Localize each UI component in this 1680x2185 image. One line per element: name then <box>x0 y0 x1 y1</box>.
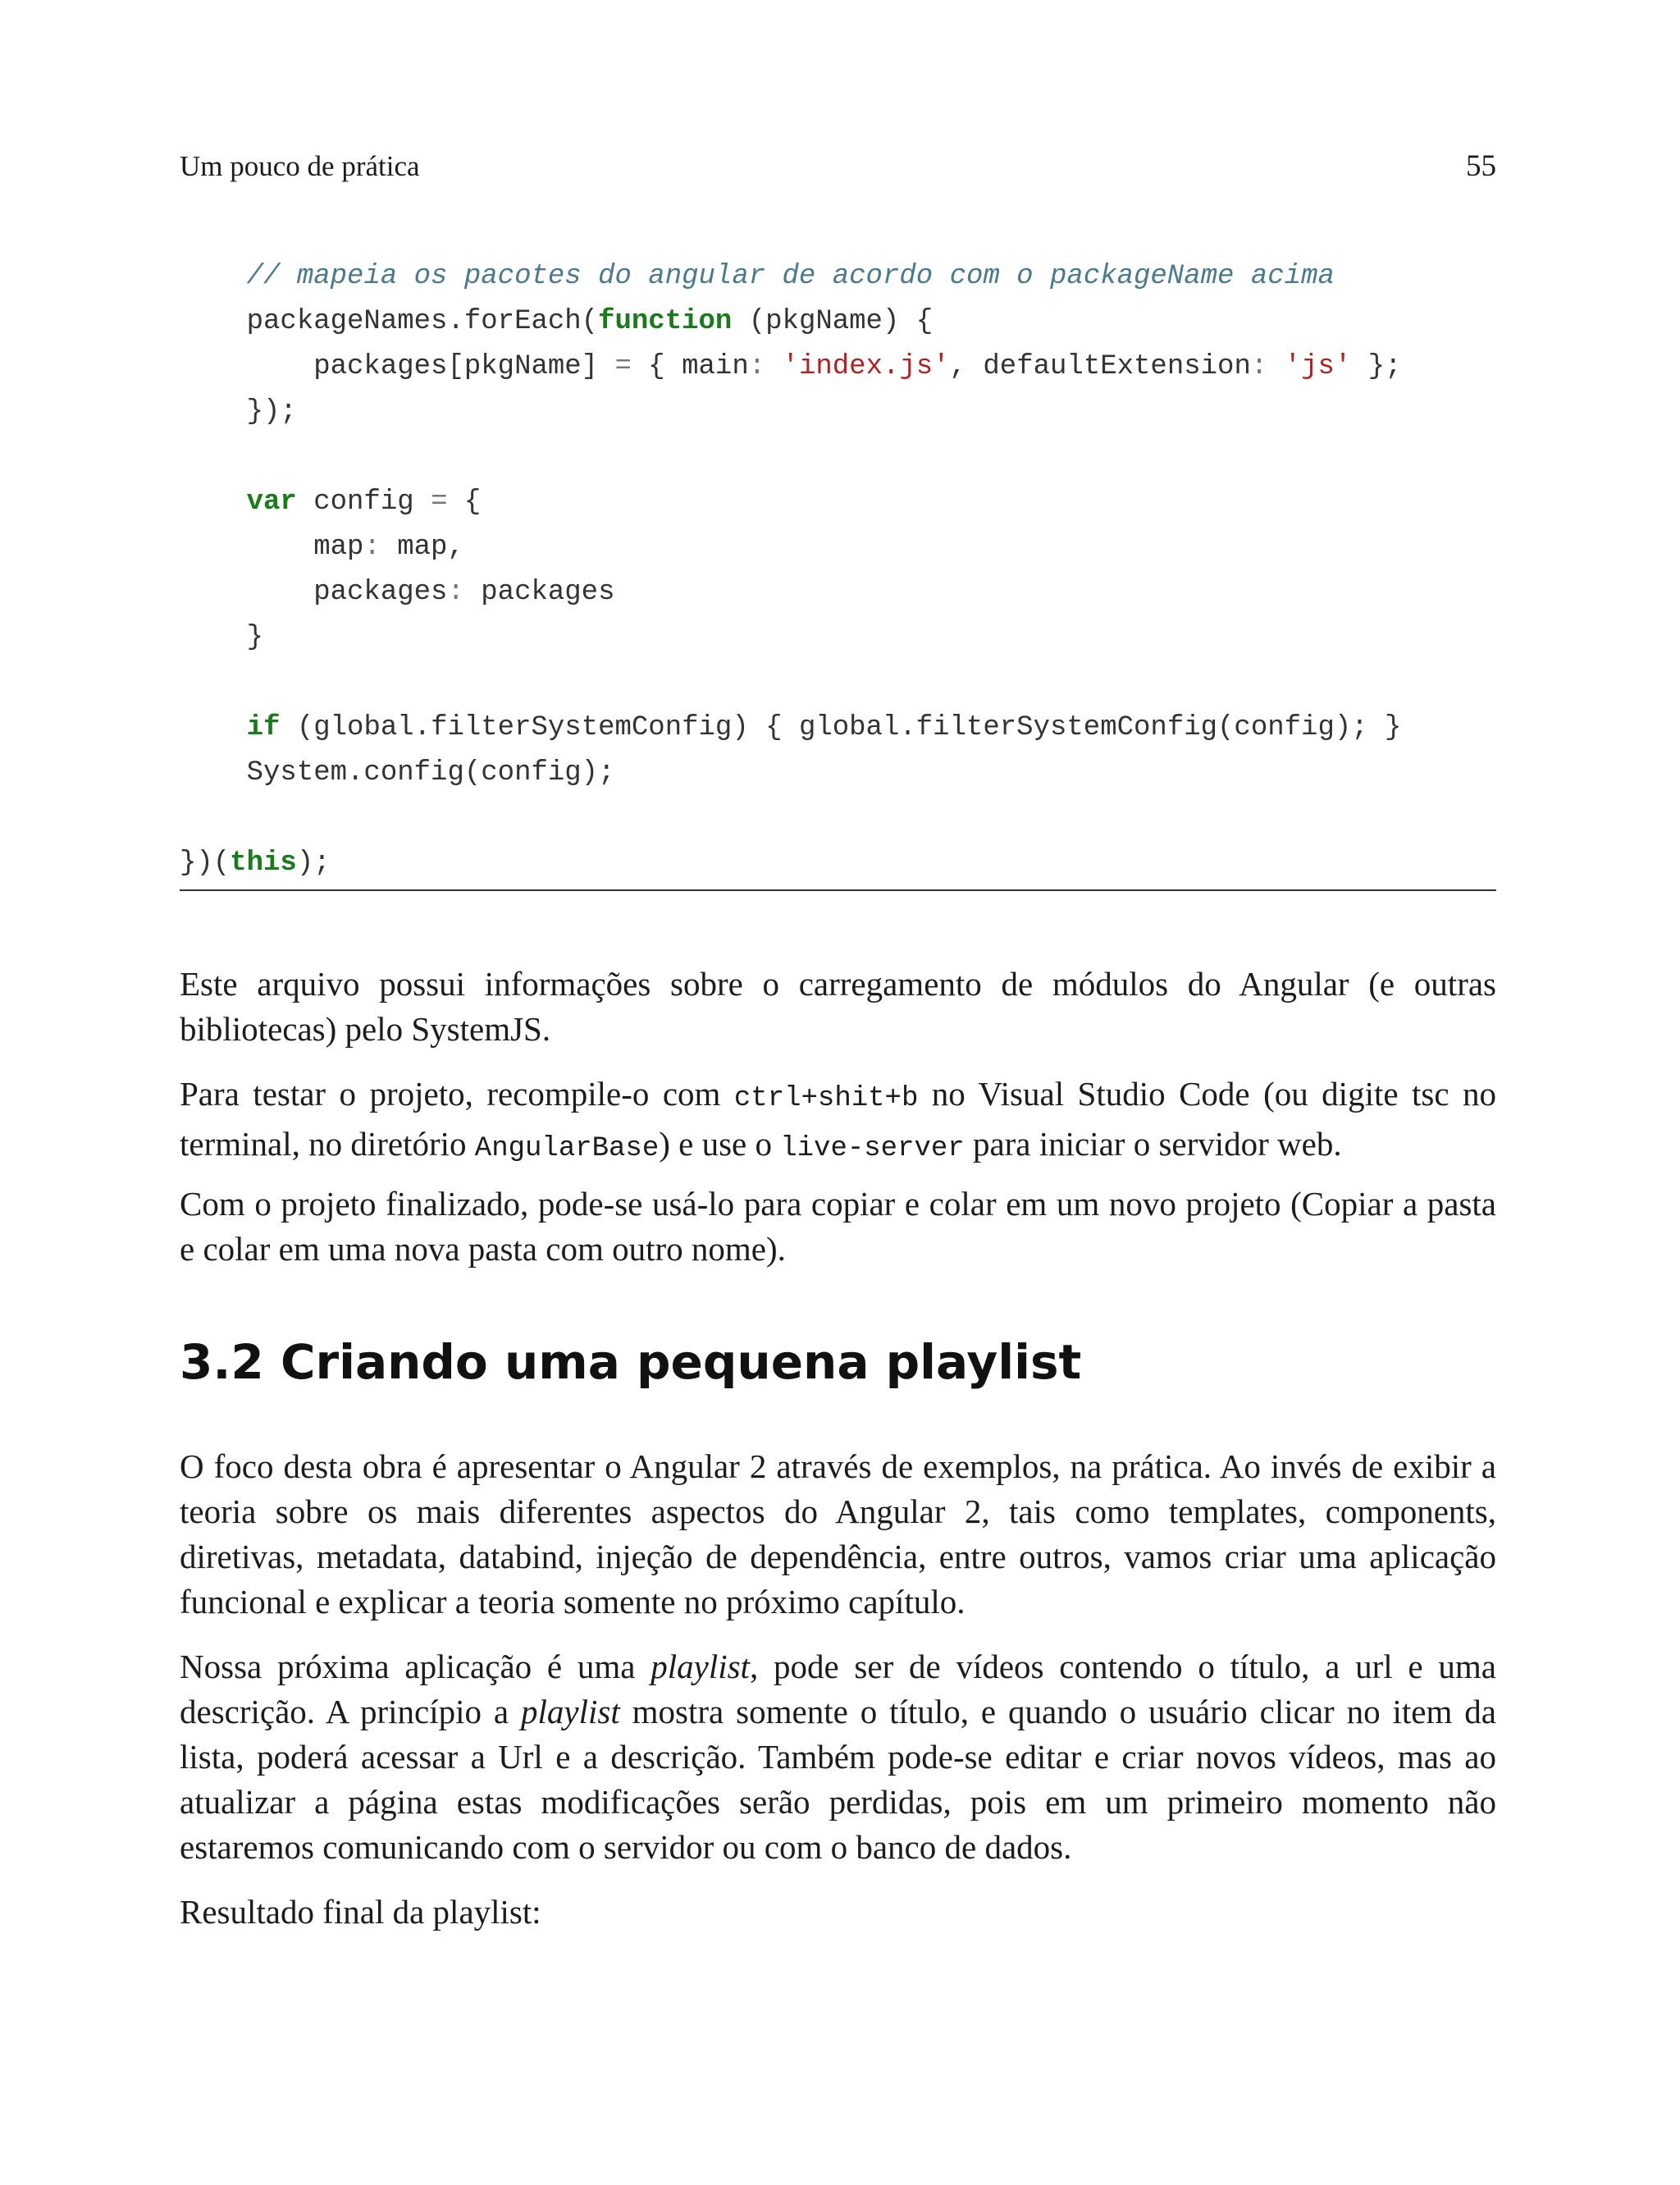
code-token-kw: var <box>246 487 297 518</box>
chapter-title: Um pouco de prática <box>180 150 420 182</box>
paragraph-text: no Visual Studio Code (ou digite tsc no terminal, no diretório <box>180 1075 1496 1163</box>
code-token: map <box>180 532 364 563</box>
code-token: ); <box>296 848 331 879</box>
code-token: } <box>180 622 264 653</box>
paragraph-text: ) e use o <box>659 1125 781 1163</box>
inline-code-shortcut: ctrl+shit+b <box>733 1083 919 1114</box>
inline-code-live-server: live-server <box>780 1133 965 1164</box>
code-line <box>180 661 1496 706</box>
code-token: packages[pkgName] <box>180 351 615 382</box>
paragraph-playlist-description <box>180 1644 1496 1870</box>
code-line <box>180 570 1496 615</box>
paragraph-text: para iniciar o servidor web. <box>964 1125 1342 1163</box>
code-token: (pkgName) { <box>732 306 934 337</box>
code-token: map, <box>380 532 464 563</box>
inline-code-directory: AngularBase <box>474 1133 660 1164</box>
code-token-comment: // mapeia os pacotes do angular de acordo com o packageName acima <box>246 261 1335 292</box>
code-token: (global.filterSystemConfig) { global.filterSystemConfig(config); } <box>280 712 1402 743</box>
code-line <box>180 525 1496 570</box>
code-block <box>180 254 1496 886</box>
code-token: { <box>447 487 482 518</box>
code-line <box>180 796 1496 841</box>
code-line <box>180 480 1496 525</box>
code-token-op: = <box>614 351 632 382</box>
paragraph-test-project <box>180 1072 1496 1172</box>
code-token: System.config(config); <box>180 757 615 789</box>
code-token: }; <box>1351 351 1402 382</box>
paragraph-systemjs-info: Este arquivo possui informações sobre o carregamento de módulos do Angular (e outras bibliotecas) pelo SystemJS. <box>180 965 1496 1048</box>
code-line <box>180 254 1496 299</box>
code-token: { main <box>631 351 749 382</box>
code-line <box>180 841 1496 886</box>
code-block-bottom-rule <box>180 889 1496 891</box>
code-line <box>180 615 1496 661</box>
code-line <box>180 299 1496 345</box>
code-token-op: : <box>447 577 464 608</box>
running-header <box>180 146 1496 187</box>
code-line <box>180 390 1496 435</box>
code-token-op: : <box>1250 351 1268 382</box>
emphasis-playlist: playlist <box>521 1693 620 1730</box>
code-token: , defaultExtension <box>949 351 1251 382</box>
code-token-op: : <box>748 351 766 382</box>
section-heading: 3.2 Criando uma pequena playlist <box>180 1334 1082 1390</box>
paragraph-final-result: Resultado final da playlist: <box>180 1893 541 1931</box>
code-token-str: 'index.js' <box>782 351 950 382</box>
paragraph-text: , pode ser de vídeos contendo o título, a url e uma descrição. A princípio a <box>180 1648 1496 1730</box>
document-page <box>180 0 1496 2185</box>
code-token <box>1267 351 1284 382</box>
code-token: packages <box>180 577 448 608</box>
code-token-op: = <box>431 487 448 518</box>
paragraph-text: Para testar o projeto, recompile-o com <box>180 1075 734 1113</box>
code-line <box>180 345 1496 390</box>
code-token <box>765 351 782 382</box>
code-token: config <box>296 487 431 518</box>
page-number: 55 <box>1466 149 1496 183</box>
paragraph-text: mostra somente o título, e quando o usuário clicar no item da lista, poderá acessar a Url e a descrição. Também pode-se editar e criar novos vídeos, mas ao atualizar a página estas modificações serão perdidas, pois em um primeiro momento não estaremos comunicando com o servidor ou com o banco de dados. <box>180 1693 1496 1866</box>
code-token: })( <box>180 848 231 879</box>
paragraph-copy-project: Com o projeto finalizado, pode-se usá-lo para copiar e colar em um novo projeto (Copiar a pasta e colar em uma nova pasta com outro nome). <box>180 1185 1496 1268</box>
paragraph-focus: O foco desta obra é apresentar o Angular 2 através de exemplos, na prática. Ao invés de exibir a teoria sobre os mais diferentes aspectos do Angular 2, tais como templates, components, diretivas, metadata, databind, injeção de dependência, entre outros, vamos criar uma aplicação funcional e explicar a teoria somente no próximo capítulo. <box>180 1447 1496 1620</box>
emphasis-playlist: playlist <box>651 1648 750 1685</box>
code-token <box>180 487 247 518</box>
code-line <box>180 435 1496 480</box>
code-token <box>180 261 247 292</box>
code-token-kw: function <box>598 306 733 337</box>
code-token: packageNames.forEach( <box>180 306 599 337</box>
code-line <box>180 751 1496 796</box>
code-token-op: : <box>363 532 381 563</box>
code-token-kw: this <box>230 848 297 879</box>
paragraph-text: Nossa próxima aplicação é uma <box>180 1648 651 1685</box>
code-token-kw: if <box>246 712 281 743</box>
code-token <box>180 712 247 743</box>
code-token: packages <box>463 577 615 608</box>
code-token-str: 'js' <box>1284 351 1352 382</box>
code-line <box>180 706 1496 751</box>
code-token: }); <box>180 396 297 427</box>
